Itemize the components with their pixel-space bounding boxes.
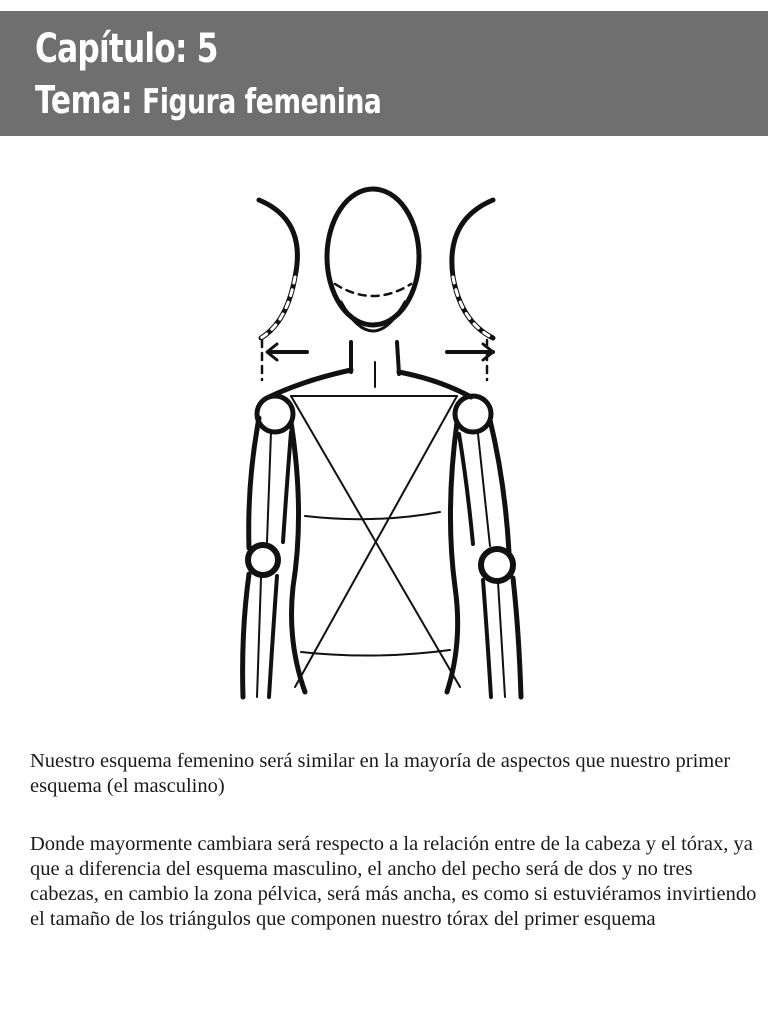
hip-line <box>301 650 450 656</box>
right-forearm-inner <box>483 580 491 697</box>
body-paragraph-1: Nuestro esquema femenino será similar en la mayoría de aspectos que nuestro primer esquema (el masculino) <box>30 750 731 797</box>
torso-diagonal-2 <box>295 396 457 687</box>
torso-right-side <box>447 422 458 692</box>
right-upper-arm-outer <box>490 420 509 552</box>
left-upper-arm-inner <box>283 432 291 542</box>
right-forearm-center <box>498 582 505 697</box>
body-paragraph-2: Donde mayormente cambiara será respecto a la relación entre de la cabeza y el tórax, ya que a diferencia del esquema masculino, el ancho del pecho será de dos y no tres cabezas, en cambio la zona pélvica, será más ancha, es como si estuviéramos invirtiendo el tamaño de los triángulos que componen nuestro tórax del primer esquema <box>30 833 757 930</box>
shoulder-right <box>399 372 471 397</box>
left-forearm-outer <box>243 574 249 697</box>
topic-label: Tema: <box>35 78 133 122</box>
neck-right <box>397 342 399 374</box>
waist-line <box>305 512 440 519</box>
left-elbow-joint <box>248 545 278 575</box>
female-figure-illustration <box>235 182 535 700</box>
topic-value: Figura femenina <box>142 82 382 122</box>
chapter-title: Capítulo: 5 <box>35 26 218 72</box>
shoulder-left <box>269 370 351 397</box>
jaw-dashed-line <box>335 284 411 296</box>
right-head-guide <box>452 200 493 338</box>
right-upper-arm-center <box>478 434 490 546</box>
right-forearm-outer <box>513 578 521 697</box>
left-shoulder-joint <box>257 396 293 432</box>
left-forearm-center <box>257 578 261 697</box>
figure-drawing-icon <box>235 182 535 700</box>
left-upper-arm-outer <box>249 418 259 548</box>
left-head-guide <box>259 200 297 338</box>
left-upper-arm-center <box>267 432 271 542</box>
right-upper-arm-inner <box>459 434 473 544</box>
topic-title <box>35 77 381 125</box>
chapter-header <box>0 11 768 136</box>
right-shoulder-joint <box>455 396 491 432</box>
right-elbow-joint <box>481 549 513 581</box>
left-forearm-inner <box>269 576 277 697</box>
right-head-guide-dash <box>453 277 493 338</box>
left-head-guide-dash <box>261 277 295 338</box>
